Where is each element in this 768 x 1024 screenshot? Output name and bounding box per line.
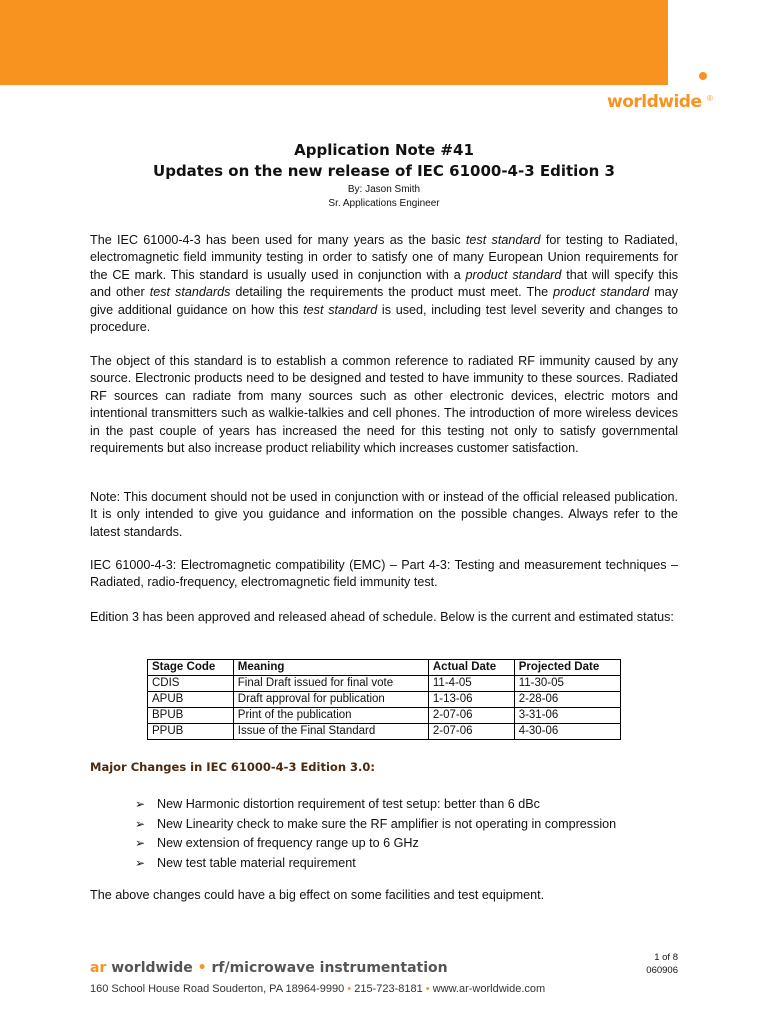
list-item-text: New Linearity check to make sure the RF amplifier is not operating in compression xyxy=(157,816,617,831)
author: By: Jason Smith xyxy=(347,184,421,195)
table-cell: BPUB xyxy=(148,708,234,724)
emphasis-term: product standard xyxy=(553,285,650,300)
closing-paragraph: The above changes could have a big effect on some facilities and test equipment. xyxy=(90,888,545,902)
footer-separator: • xyxy=(347,983,352,995)
document-title: Application Note #41 xyxy=(294,141,474,159)
table-cell: 1-13-06 xyxy=(428,692,514,708)
table-cell: 4-30-06 xyxy=(514,724,620,740)
objective-paragraph: The object of this standard is to establish a common reference to radiated RF immunity caused by any source. Electronic products need to be designed and tested to have immunity to these sources. Radiated RF sources can radiate from many sources such as other electronic devices, electric motors and intentional transmitters such as walkie-talkies and cell phones. The introduction of more wireless devices in the past couple of years has increased the need for this testing not only to satisfy governmental requirements but also increase product reliability which increases customer satisfaction. xyxy=(90,354,678,456)
logo-worldwide-text: worldwide xyxy=(607,92,702,112)
text-run: The IEC 61000-4-3 has been used for many years as the basic xyxy=(90,233,466,247)
table-cell: Issue of the Final Standard xyxy=(233,724,428,740)
footer-address xyxy=(90,983,545,995)
footer-phone: 215-723-8181 xyxy=(354,983,423,995)
header-orange-band xyxy=(0,0,668,85)
text-run: that will specify this and other xyxy=(90,267,678,300)
list-item xyxy=(135,834,616,854)
list-item xyxy=(135,854,616,874)
footer-brand-tagline: rf/microwave instrumentation xyxy=(211,960,448,976)
arrow-bullet-icon: ➢ xyxy=(135,816,146,831)
document-number: 060906 xyxy=(646,965,678,976)
text-run: detailing the requirements the product must meet. The xyxy=(230,285,554,300)
list-item-text: New extension of frequency range up to 6 GHz xyxy=(157,836,419,850)
arrow-bullet-icon: ➢ xyxy=(135,855,146,870)
footer-website[interactable]: www.ar-worldwide.com xyxy=(432,983,546,995)
table-header-row xyxy=(148,660,621,676)
table-cell: APUB xyxy=(148,692,234,708)
footer-separator: • xyxy=(425,983,430,995)
text-run: for testing to Radiated, electromagnetic field immunity testing in order to satisfy one of many European Union requirements for the CE mark. This standard is usually used in conjunction with a xyxy=(90,233,678,282)
emphasis-term: test standard xyxy=(465,233,541,247)
table-header-cell: Stage Code xyxy=(148,660,234,676)
list-item xyxy=(135,795,616,815)
footer-brand xyxy=(90,960,448,976)
text-run: may give additional guidance on how this xyxy=(90,285,679,317)
table-cell: Final Draft issued for final vote xyxy=(233,676,428,692)
document-subtitle: Updates on the new release of IEC 61000-4-3 Edition 3 xyxy=(153,162,615,180)
table-row xyxy=(148,724,621,740)
registered-mark: ® xyxy=(707,94,713,103)
emphasis-term: test standards xyxy=(149,285,231,300)
table-cell: PPUB xyxy=(148,724,234,740)
footer-brand-separator: • xyxy=(197,960,207,976)
arrow-bullet-icon: ➢ xyxy=(135,836,146,850)
text-run: is used, including test level severity and changes to procedure. xyxy=(90,302,679,335)
list-item-text: New test table material requirement xyxy=(157,855,356,870)
list-item-text: New Harmonic distortion requirement of test setup: better than 6 dBc xyxy=(157,797,540,811)
logo-ar-text: ar xyxy=(611,34,664,94)
footer-brand-ar: ar xyxy=(90,960,107,976)
table-cell: 2-07-06 xyxy=(428,724,514,740)
footer-street-address: 160 School House Road Souderton, PA 18964-9990 xyxy=(90,983,345,995)
arrow-bullet-icon: ➢ xyxy=(135,797,146,811)
table-cell: 2-28-06 xyxy=(514,692,620,708)
table-cell: Draft approval for publication xyxy=(233,692,428,708)
table-header-cell: Meaning xyxy=(233,660,428,676)
major-changes-heading: Major Changes in IEC 61000-4-3 Edition 3.0: xyxy=(90,760,375,774)
standard-title-paragraph: IEC 61000-4-3: Electromagnetic compatibility (EMC) – Part 4-3: Testing and measurement techniques – Radiated, radio-frequency, electromagnetic field immunity test. xyxy=(90,558,678,590)
status-table xyxy=(147,659,621,740)
table-cell: 11-4-05 xyxy=(428,676,514,692)
page-number: 1 of 8 xyxy=(654,952,678,963)
status-intro-paragraph: Edition 3 has been approved and released ahead of schedule. Below is the current and estimated status: xyxy=(90,610,674,624)
author-role: Sr. Applications Engineer xyxy=(328,198,440,209)
ar-worldwide-logo xyxy=(601,34,721,118)
table-row xyxy=(148,708,621,724)
note-paragraph: Note: This document should not be used in conjunction with or instead of the official released publication. It is only intended to give you guidance and information on the possible changes. Always refer to the latest standards. xyxy=(90,490,678,539)
major-changes-list xyxy=(135,795,616,873)
table-cell: Print of the publication xyxy=(233,708,428,724)
intro-paragraph xyxy=(90,232,678,336)
table-cell: 11-30-05 xyxy=(514,676,620,692)
table-row xyxy=(148,676,621,692)
footer-brand-worldwide: worldwide xyxy=(111,960,193,976)
emphasis-term: product standard xyxy=(465,267,562,282)
logo-dot xyxy=(699,72,707,80)
table-row xyxy=(148,692,621,708)
list-item xyxy=(135,815,616,835)
table-cell: CDIS xyxy=(148,676,234,692)
emphasis-term: test standard xyxy=(303,302,378,317)
table-header-cell: Projected Date xyxy=(514,660,620,676)
table-header-cell: Actual Date xyxy=(428,660,514,676)
table-cell: 2-07-06 xyxy=(428,708,514,724)
table-cell: 3-31-06 xyxy=(514,708,620,724)
